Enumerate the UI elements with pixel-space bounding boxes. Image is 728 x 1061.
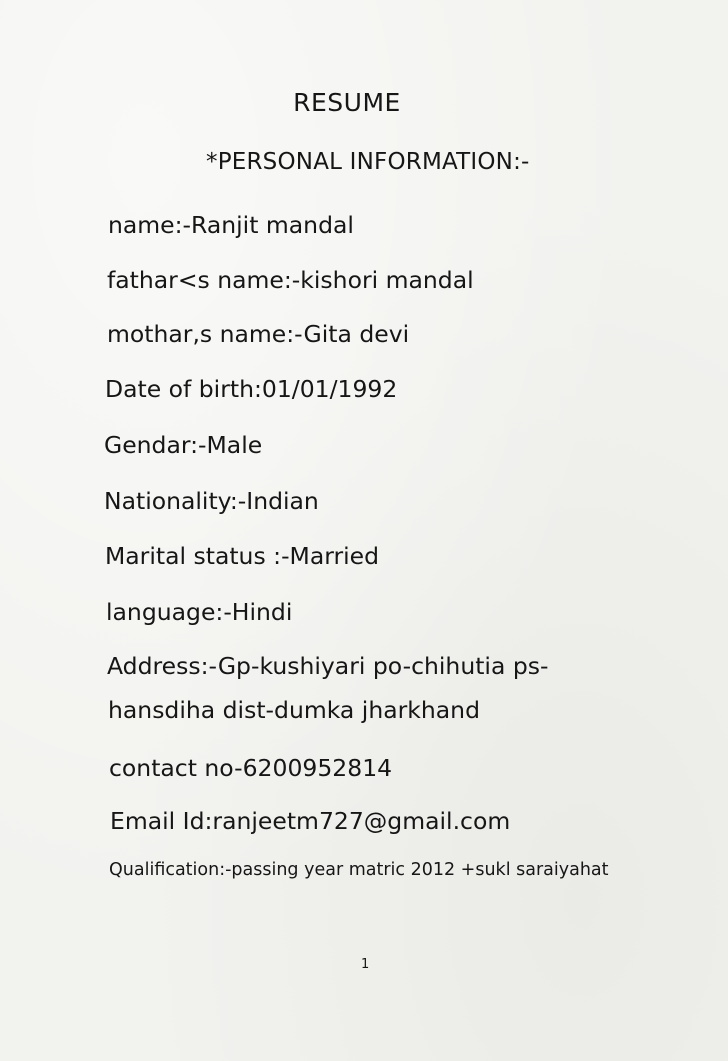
- address-line-2: hansdiha dist-dumka jharkhand: [108, 696, 480, 724]
- personal-information-heading: *PERSONAL INFORMATION:-: [206, 149, 530, 175]
- language-line: language:-Hindi: [106, 598, 293, 626]
- mother-name-line: mothar,s name:-Gita devi: [107, 320, 410, 348]
- page-number: 1: [361, 957, 370, 972]
- email-line: Email Id:ranjeetm727@gmail.com: [110, 807, 511, 835]
- marital-status-line: Marital status :-Married: [105, 542, 380, 570]
- address-line-1: Address:-Gp-kushiyari po-chihutia ps-: [107, 652, 549, 680]
- resume-title: RESUME: [293, 88, 401, 117]
- date-of-birth-line: Date of birth:01/01/1992: [105, 375, 398, 403]
- qualification-line: Qualification:-passing year matric 2012 +sukl saraiyahat: [109, 860, 609, 880]
- contact-line: contact no-6200952814: [109, 754, 393, 782]
- father-name-line: fathar<s name:-kishori mandal: [107, 266, 474, 294]
- nationality-line: Nationality:-Indian: [104, 487, 319, 515]
- gender-line: Gendar:-Male: [104, 431, 263, 459]
- name-line: name:-Ranjit mandal: [108, 211, 354, 239]
